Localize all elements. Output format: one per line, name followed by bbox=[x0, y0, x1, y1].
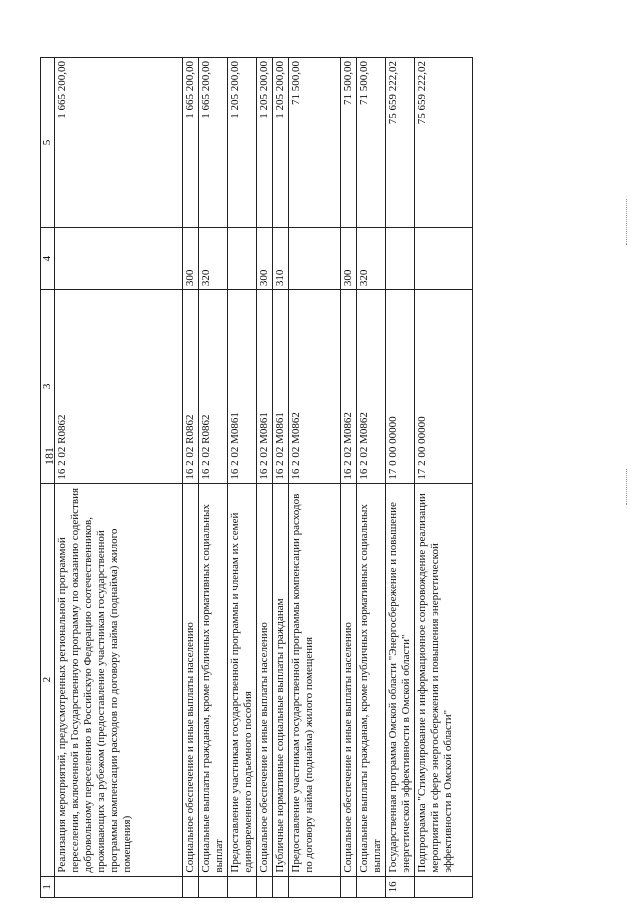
table-row bbox=[228, 58, 257, 898]
header-col-4: 4 bbox=[41, 228, 55, 290]
cell-type: 320 bbox=[357, 228, 386, 290]
cell-type: 300 bbox=[183, 228, 199, 290]
cell-type: 310 bbox=[273, 228, 289, 290]
budget-table bbox=[40, 57, 473, 898]
cell-type bbox=[228, 228, 257, 290]
cell-code: 16 2 02 M0862 bbox=[289, 290, 341, 483]
cell-num bbox=[257, 876, 273, 897]
table-row bbox=[415, 58, 473, 898]
cell-num bbox=[273, 876, 289, 897]
cell-amount: 1 665 200,00 bbox=[55, 58, 183, 228]
cell-name: Социальные выплаты гражданам, кроме публичных нормативных социальных выплат bbox=[357, 483, 386, 876]
cell-name: Социальное обеспечение и иные выплаты населению bbox=[341, 483, 357, 876]
cell-amount: 1 665 200,00 bbox=[183, 58, 199, 228]
cell-type bbox=[415, 228, 473, 290]
cell-code: 16 2 02 M0862 bbox=[357, 290, 386, 483]
cell-num bbox=[55, 876, 183, 897]
cell-code: 17 0 00 00000 bbox=[386, 290, 415, 483]
cell-num bbox=[341, 876, 357, 897]
table-row bbox=[183, 58, 199, 898]
header-col-5: 5 bbox=[41, 58, 55, 228]
cell-amount: 1 205 200,00 bbox=[257, 58, 273, 228]
cell-amount: 71 500,00 bbox=[289, 58, 341, 228]
cell-amount: 1 205 200,00 bbox=[273, 58, 289, 228]
cell-amount: 71 500,00 bbox=[357, 58, 386, 228]
cell-num bbox=[199, 876, 228, 897]
cell-code: 17 2 00 00000 bbox=[415, 290, 473, 483]
cell-type bbox=[55, 228, 183, 290]
cell-num bbox=[357, 876, 386, 897]
footer-mark-right bbox=[626, 199, 628, 245]
cell-code: 16 2 02 M0862 bbox=[341, 290, 357, 483]
cell-amount: 75 659 222,02 bbox=[386, 58, 415, 228]
cell-type: 300 bbox=[341, 228, 357, 290]
cell-code: 16 2 02 M0861 bbox=[257, 290, 273, 483]
table-row bbox=[273, 58, 289, 898]
cell-num bbox=[183, 876, 199, 897]
cell-num bbox=[228, 876, 257, 897]
cell-name: Предоставление участникам государственной программы и членам их семей единовременного подъемного пособия bbox=[228, 483, 257, 876]
header-col-2: 2 bbox=[41, 483, 55, 876]
cell-amount: 75 659 222,02 bbox=[415, 58, 473, 228]
table-row bbox=[341, 58, 357, 898]
table-header-row bbox=[41, 58, 55, 898]
cell-name: Реализация мероприятий, предусмотренных региональной программой переселения, включенной в Государственную программу по оказанию содействия добровольному переселению в Российскую Федерацию соотечественников, проживающих за рубежом (предоставление участникам государственной программы компенсации расходов по договору найма (поднайма) жилого помещения) bbox=[55, 483, 183, 876]
cell-type: 300 bbox=[257, 228, 273, 290]
cell-name: Социальные выплаты гражданам, кроме публичных нормативных социальных выплат bbox=[199, 483, 228, 876]
table-row bbox=[257, 58, 273, 898]
cell-type bbox=[386, 228, 415, 290]
table-row bbox=[55, 58, 183, 898]
cell-name: Предоставление участникам государственной программы компенсации расходов по договору найма (поднайма) жилого помещения bbox=[289, 483, 341, 876]
table-row bbox=[289, 58, 341, 898]
cell-amount: 1 665 200,00 bbox=[199, 58, 228, 228]
cell-name: Подпрограмма "Стимулирование и информационное сопровождение реализации мероприятий в сфере энергосбережения и повышения энергетической эффективности в Омской области" bbox=[415, 483, 473, 876]
cell-type: 320 bbox=[199, 228, 228, 290]
cell-type bbox=[289, 228, 341, 290]
cell-name: Социальное обеспечение и иные выплаты населению bbox=[183, 483, 199, 876]
cell-num: 16 bbox=[386, 876, 415, 897]
cell-code: 16 2 02 M0861 bbox=[228, 290, 257, 483]
cell-num bbox=[289, 876, 341, 897]
table-row bbox=[357, 58, 386, 898]
table-row bbox=[199, 58, 228, 898]
cell-name: Публичные нормативные социальные выплаты гражданам bbox=[273, 483, 289, 876]
cell-name: Государственная программа Омской области "Энергосбережение и повышение энергетической эффективности в Омской области" bbox=[386, 483, 415, 876]
cell-num bbox=[415, 876, 473, 897]
cell-code: 16 2 02 R0862 bbox=[183, 290, 199, 483]
cell-code: 16 2 02 M0861 bbox=[273, 290, 289, 483]
table-row bbox=[386, 58, 415, 898]
page-number: 181 bbox=[42, 447, 56, 465]
header-col-1: 1 bbox=[41, 876, 55, 897]
cell-name: Социальное обеспечение и иные выплаты населению bbox=[257, 483, 273, 876]
cell-amount: 1 205 200,00 bbox=[228, 58, 257, 228]
footer-mark-left bbox=[626, 469, 628, 505]
cell-amount: 71 500,00 bbox=[341, 58, 357, 228]
cell-code: 16 2 02 R0862 bbox=[199, 290, 228, 483]
header-col-3: 3 bbox=[41, 290, 55, 483]
cell-code: 16 2 02 R0862 bbox=[55, 290, 183, 483]
